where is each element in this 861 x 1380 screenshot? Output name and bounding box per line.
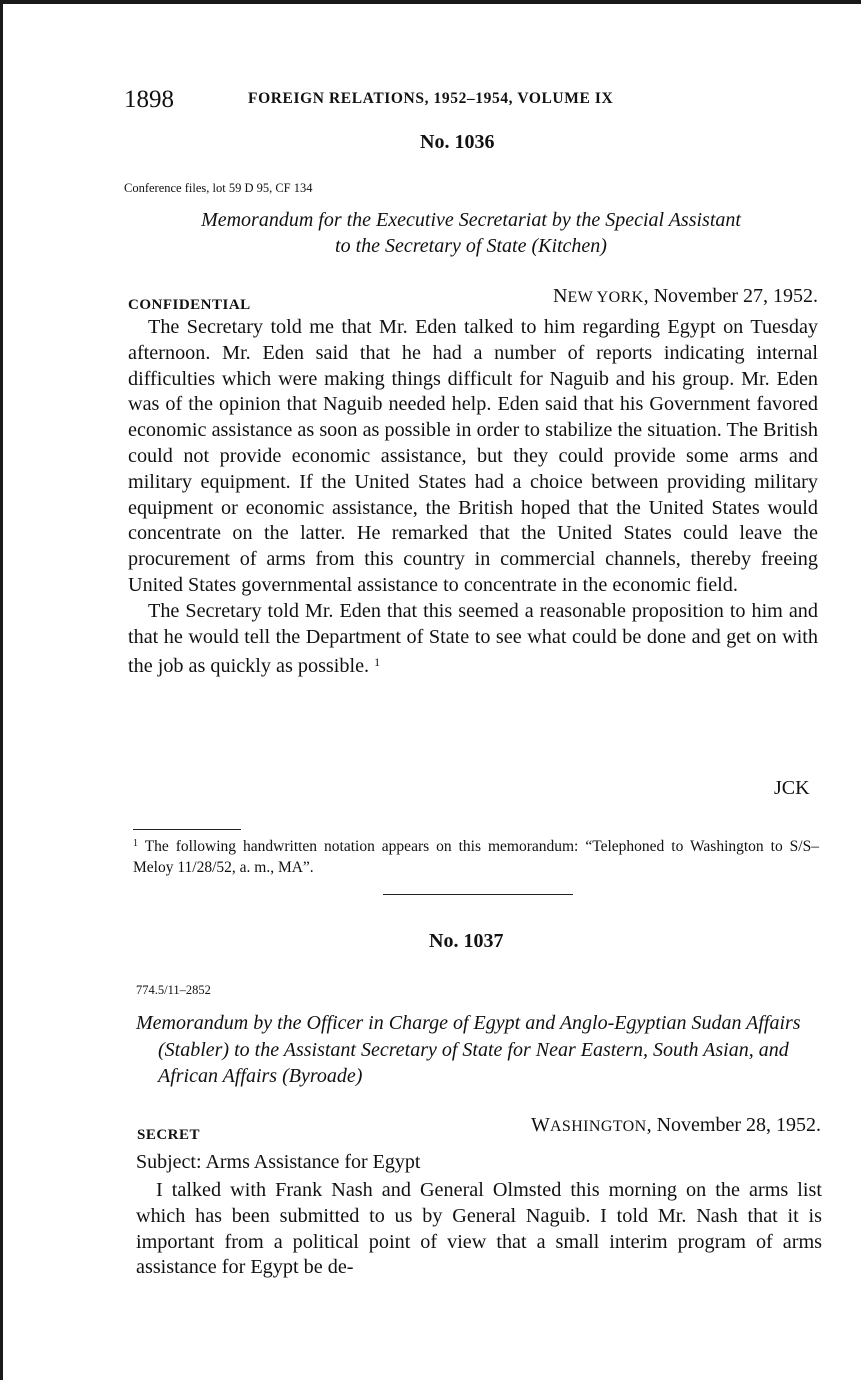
- body-paragraph: The Secretary told me that Mr. Eden talked to him regarding Egypt on Tuesday afternoon. Mr. Eden said that he had a number of reports indicating internal difficulties which were making things difficult for Naguib and his group. Mr. Eden was of the opinion that Naguib needed help. Eden said that his Government favored economic assistance as soon as possible in order to stabilize the situation. The British could not provide economic assistance, but they could provide some arms and military equipment. If the United States had a choice between providing military equipment or economic assistance, the British hoped that the United States would concentrate on the latter. He remarked that the United States could leave the procurement of arms from this country in commercial channels, thereby freeing United States governmental assistance to concentrate in the economic field.: [128, 316, 818, 596]
- classification-label: CONFIDENTIAL: [128, 297, 251, 313]
- date: , November 27, 1952.: [643, 285, 818, 307]
- dateline: [440, 1114, 821, 1137]
- memo-title: [124, 207, 818, 259]
- subject-line: Subject: Arms Assistance for Egypt: [136, 1151, 421, 1173]
- document-separator: [383, 894, 573, 895]
- date: , November 28, 1952.: [646, 1114, 821, 1136]
- memo-title-line: to the Secretary of State (Kitchen): [335, 235, 607, 257]
- signature-initials: JCK: [774, 777, 810, 799]
- place-initial: W: [531, 1114, 550, 1136]
- document-number: No. 1036: [420, 131, 495, 153]
- memo-body: [128, 315, 818, 680]
- source-note: 774.5/11–2852: [136, 983, 211, 997]
- dateline: [420, 285, 818, 308]
- memo-body: [136, 1178, 822, 1281]
- running-head: FOREIGN RELATIONS, 1952–1954, VOLUME IX: [248, 90, 614, 107]
- body-paragraph: [128, 599, 818, 680]
- classification-label: SECRET: [137, 1127, 201, 1143]
- place-name: ASHINGTON: [549, 1118, 647, 1135]
- body-paragraph: I talked with Frank Nash and General Olmsted this morning on the arms list which has been submitted to us by General Naguib. I told Mr. Nash that it is important from a political point of view that a small interim program of arms assistance for Egypt be de-: [136, 1179, 822, 1279]
- footnote: [133, 833, 819, 878]
- scan-edge-left: [0, 0, 3, 1380]
- page-number: 1898: [124, 86, 174, 113]
- memo-title-line: Memorandum for the Executive Secretariat by the Special Assistant: [201, 209, 741, 231]
- document-number: No. 1037: [429, 930, 504, 952]
- place-name: EW YORK: [567, 289, 644, 306]
- footnote-text: The following handwritten notation appears on this memorandum: “Telephoned to Washington to S/S–Meloy 11/28/52, a. m., MA”.: [133, 838, 819, 876]
- footnote-reference: 1: [374, 655, 381, 670]
- memo-title: Memorandum by the Officer in Charge of Egypt and Anglo-Egyptian Sudan Affairs (Stabler) to the Assistant Secretary of State for Near Eastern, South Asian, and African Affairs (Byroade): [136, 1012, 801, 1087]
- place-initial: N: [552, 285, 568, 307]
- footnote-mark: 1: [133, 838, 138, 849]
- scan-edge-top: [0, 0, 861, 4]
- source-note: Conference files, lot 59 D 95, CF 134: [124, 181, 313, 195]
- footnote-rule: [133, 829, 241, 830]
- paragraph-text: The Secretary told Mr. Eden that this seemed a reasonable proposition to him and that he would tell the Department of State to see what could be done and get on with the job as quickly as possible.: [128, 599, 818, 678]
